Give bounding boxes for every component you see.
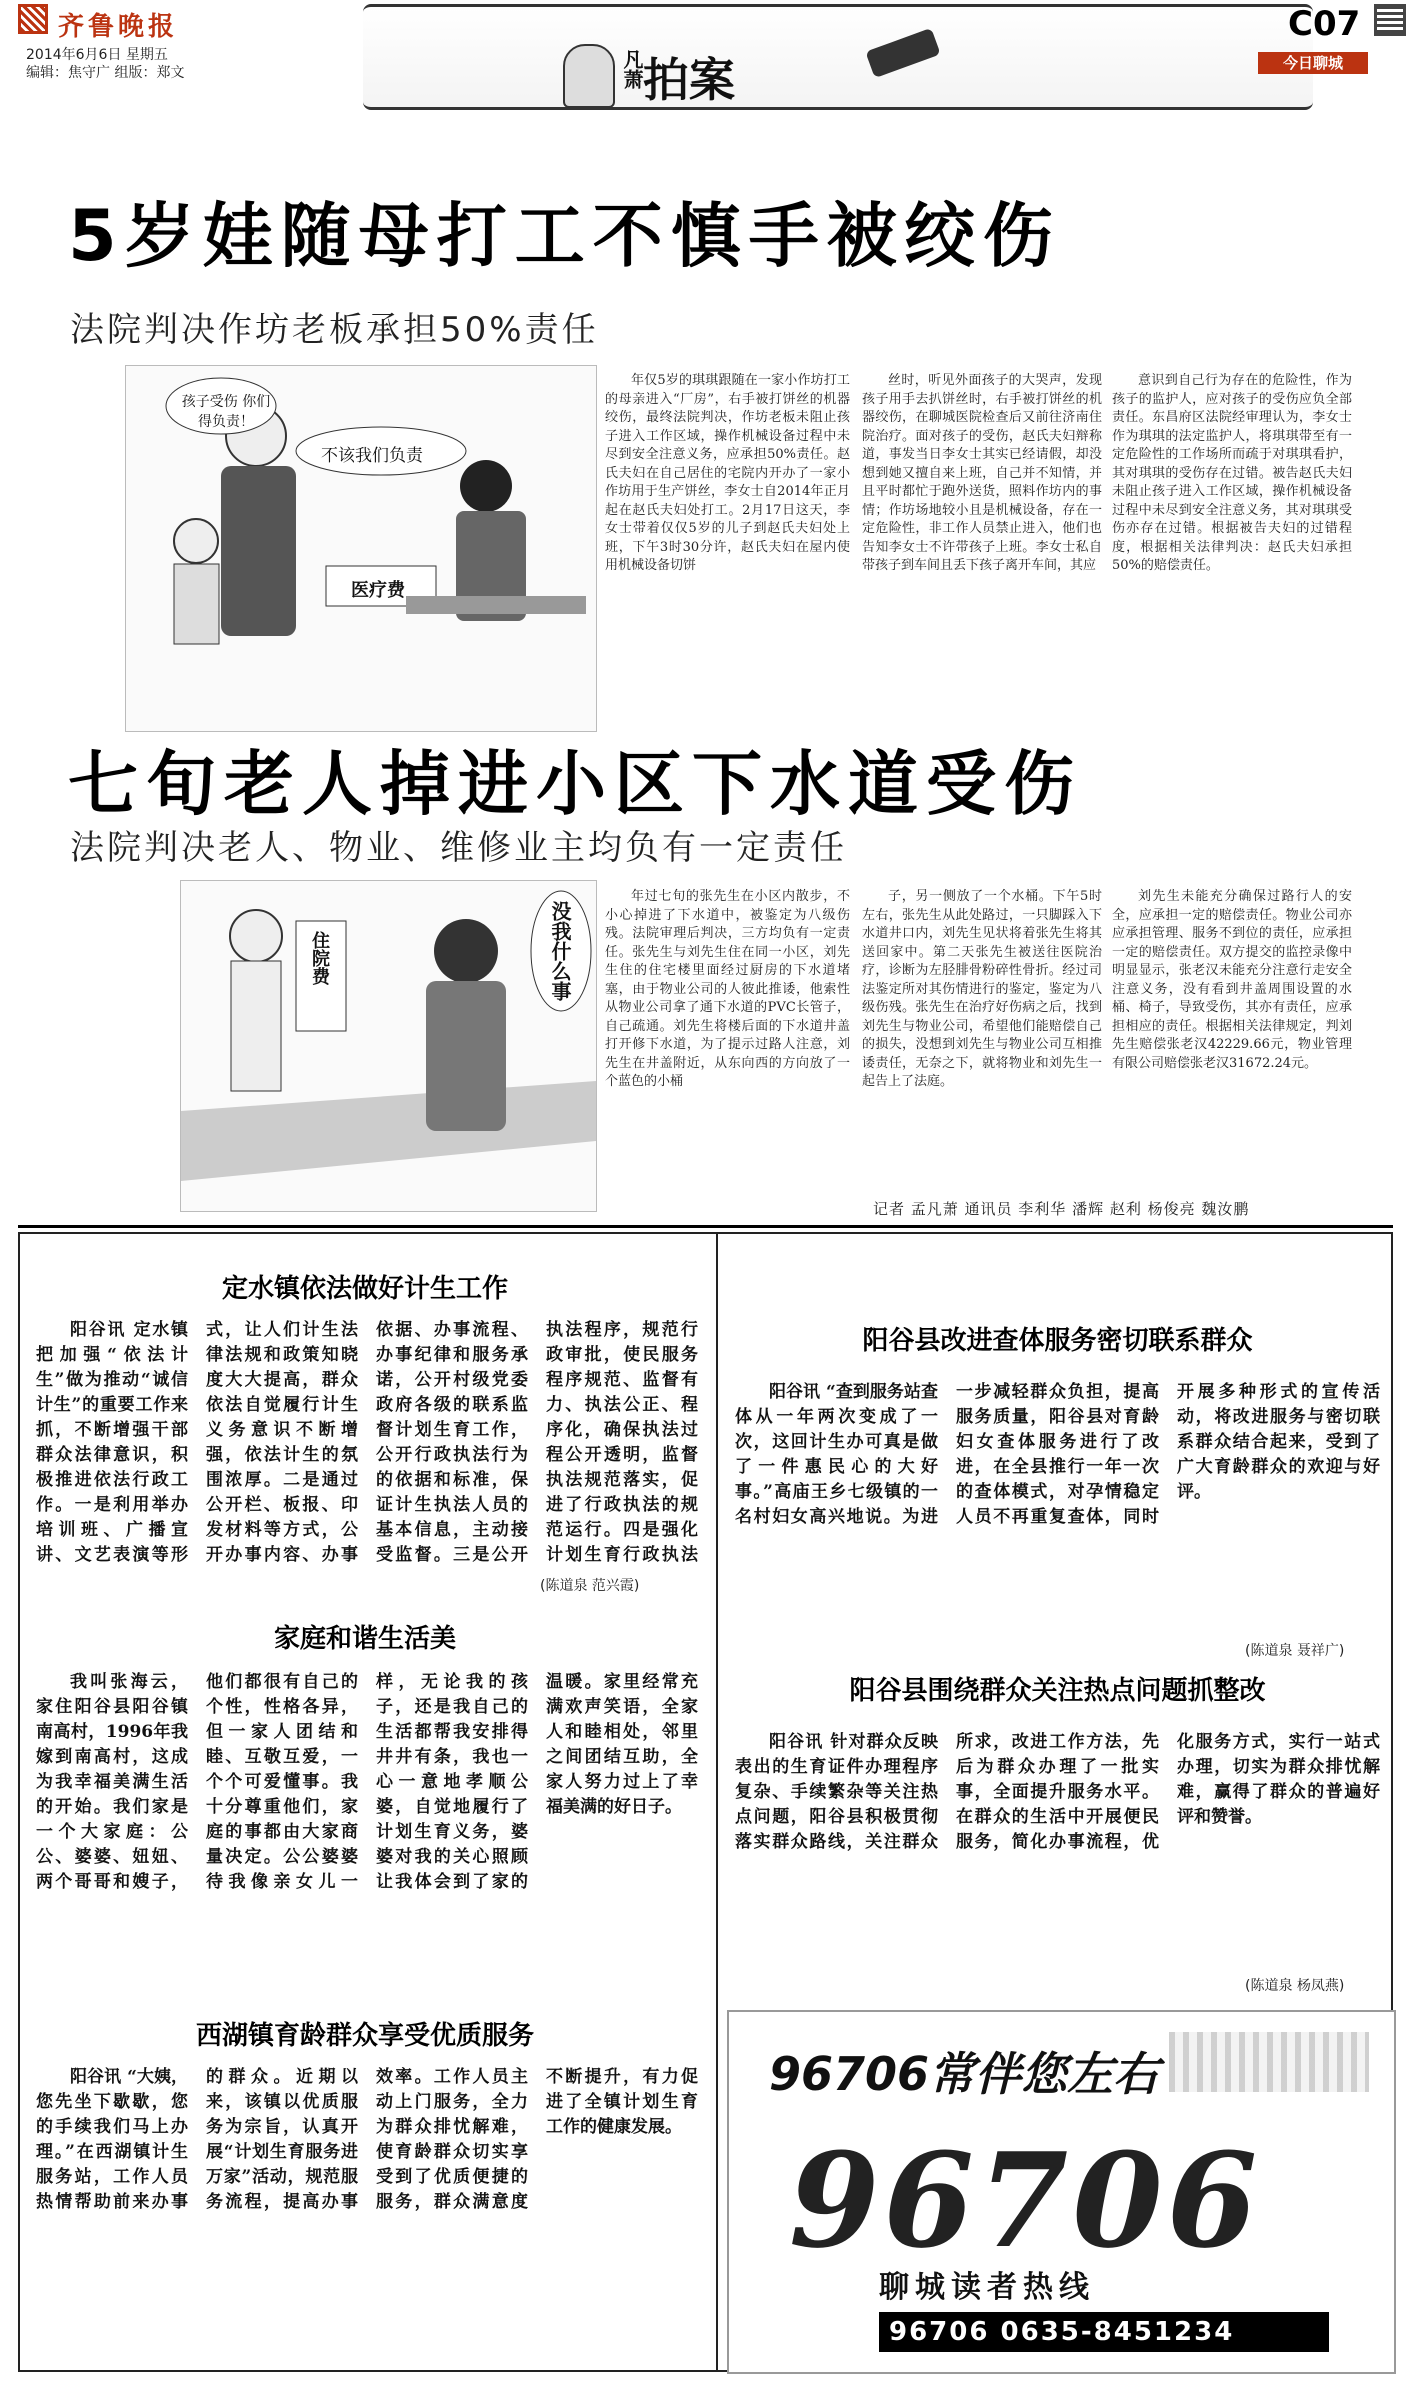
article2-col1: 年过七旬的张先生在小区内散步，不小心掉进了下水道中，被鉴定为八级伤残。法院审理后判决，三方均负有一定责任。张先生与刘先生住在同一小区，刘先生住的住宅楼里面经过厨房的下水道堵塞，由于物业公司的人彼此推诿，他索性从物业公司拿了通下水道的PVC长管子，自己疏通。刘先生将楼后面的下水道井盖打开修下水道，为了提示过路人注意，刘先生在井盖附近，从东向西的方向放了一个蓝色的小桶 — [605, 889, 850, 1089]
paper-name: 齐鲁晚报 — [58, 12, 179, 42]
ad-phone-numbers: 96706 0635-8451234 — [879, 2312, 1329, 2352]
speech-bubble-mother: 孩子受伤 你们得负责！ — [181, 394, 271, 430]
editor-line — [26, 62, 184, 82]
brief2-title: 家庭和谐生活美 — [273, 1624, 456, 1654]
brief1-byline: (陈道泉 范兴霞) — [540, 1578, 640, 1594]
page-number: C07 — [1288, 4, 1361, 44]
section-tag: 今日聊城 — [1258, 52, 1368, 74]
brief2-body: 我叫张海云，家住阳谷县阳谷镇南高村，1996年我嫁到南高村，这成为我幸福美满生活的开始。我们家是一个大家庭：公公、婆婆、妞妞、两个哥哥和嫂子，他们都很有自己的个性，性格各异，但一家人团结和睦、互敬互爱，一个个可爱懂事。我十分尊重他们，家庭的事都由大家商量决定。公公婆婆待我像亲女儿一样，无论我的孩子，还是我自己的生活都帮我安排得井井有条，我也一心一意地孝顺公婆，自觉地履行了计划生育义务，婆婆对我的关心照顾让我体会到了家的温暖。家里经常充满欢声笑语，全家人和睦相处，邻里之间团结互助，全家人努力过上了幸福美满的好日子。 — [36, 1672, 698, 1892]
ad-hotline-label: 聊城读者热线 — [879, 2270, 1095, 2305]
masthead — [18, 4, 1398, 136]
brief4-byline: (陈道泉 聂祥广) — [1245, 1643, 1345, 1659]
article1-headline: 5岁娃随母打工不慎手被绞伤 — [68, 195, 1061, 277]
article2-col2: 子，另一侧放了一个水桶。下午5时左右，张先生从此处路过，一只脚踩入下水道井口内，刘先生见状将着张先生将其送回家中。第二天张先生被送往医院治疗，诊断为左胫腓骨粉碎性骨折。经过司法鉴定所对其伤情进行的鉴定，鉴定为八级伤残。张先生在治疗好伤病之后，找到刘先生与物业公司，希望他们能赔偿自己的损失，没想到刘先生与物业公司互相推诿责任，无奈之下，就将物业和刘先生一起告上了法庭。 — [862, 889, 1102, 1089]
article1-illustration — [125, 365, 597, 732]
editor-name: 编辑：焦守广 — [26, 65, 110, 81]
column-name-b: 拍案 — [643, 53, 735, 107]
hospital-fee-sign: 住院费 — [309, 931, 330, 985]
page-box-icon — [1374, 4, 1406, 36]
medical-fee-sign: 医疗费 — [351, 580, 405, 601]
column-name-a: 凡萧 — [620, 49, 644, 89]
brief5-title: 阳谷县围绕群众关注热点问题抓整改 — [849, 1676, 1266, 1706]
brief5-body: 阳谷讯 针对群众反映表出的生育证件办理程序复杂、手续繁杂等关注热点问题，阳谷县积极贯彻落实群众路线，关注群众所求，改进工作方法，先后为群众办理了一批实事，全面提升服务水平。在群众的生活中开展便民服务，简化办事流程，优化服务方式，实行一站式办理，切实为群众排忧解难，赢得了群众的普遍好评和赞誉。 — [735, 1732, 1380, 1852]
column-banner — [363, 4, 1313, 110]
paper-logo-icon — [18, 4, 48, 34]
brief4-body: 阳谷讯 “查到服务站查体从一年两次变成了一次，这回计生办可真是做了一件惠民心的大好事。”高庙王乡七级镇的一名村妇女高兴地说。为进一步减轻群众负担，提高服务质量，阳谷县对育龄妇女查体服务进行了改进，在全县推行一年一次的查体模式，对孕情稳定人员不再重复查体，同时开展多种形式的宣传活动，将改进服务与密切联系群众结合起来，受到了广大育龄群众的欢迎与好评。 — [735, 1382, 1380, 1527]
ad-slogan: 96706常伴您左右 — [769, 2047, 1160, 2101]
article2-credit: 记者 孟凡萧 通讯员 李利华 潘辉 赵利 杨俊亮 魏汝鹏 — [873, 1200, 1250, 1218]
article2-subhead: 法院判决老人、物业、维修业主均负有一定责任 — [70, 828, 847, 868]
ad-number: 96706 — [789, 2124, 1262, 2277]
article1-subhead: 法院判决作坊老板承担50%责任 — [70, 310, 599, 350]
skyline-icon — [1169, 2032, 1369, 2092]
issue-date: 2014年6月6日 — [26, 47, 122, 63]
brief1-body: 阳谷讯 定水镇把加强“依法计生”做为推动“诚信计生”的重要工作来抓，不断增强干部群众法律意识，积极推进依法行政工作。一是利用举办培训班、广播宣讲、文艺表演等形式，让人们计生法律法规和政策知晓度大大提高，群众依法自觉履行计生义务意识不断增强，依法计生的氛围浓厚。二是通过公开栏、板报、印发材料等方式，公开办事内容、办事依据、办事流程、办事纪律和服务承诺，公开村级党委政府各级的联系监督计划生育工作，公开行政执法行为的依据和标准，保证计生执法人员的基本信息，主动接受监督。三是公开执法程序，规范行政审批，使民服务程序规范、监督有力、执法公正、程序化，确保执法过程公开透明，监督执法规范落实，促进了行政执法的规范运行。四是强化计划生育行政执法 — [36, 1320, 698, 1565]
layout-name: 组版：郑文 — [114, 65, 185, 81]
article2-headline: 七旬老人掉进小区下水道受伤 — [68, 743, 1082, 825]
brief4-title: 阳谷县改进查体服务密切联系群众 — [862, 1326, 1253, 1356]
brief3-body: 阳谷讯 “大姨，您先坐下歇歇，您的手续我们马上办理。”在西湖镇计生服务站，工作人员热情帮助前来办事的群众。近期以来，该镇以优质服务为宗旨，认真开展“计划生育服务进万家”活动，规范服务流程，提高办事效率。工作人员主动上门服务，全力为群众排忧解难，使育龄群众切实享受到了优质便捷的服务，群众满意度不断提升，有力促进了全镇计划生育工作的健康发展。 — [36, 2067, 698, 2212]
speech-bubble-neighbor: 没我什么事 — [548, 901, 572, 1001]
issue-weekday: 星期五 — [125, 47, 168, 63]
cartoon-drawing-2 — [181, 881, 596, 1211]
date-line — [26, 44, 168, 64]
briefs-column-rule — [716, 1232, 718, 2372]
brief3-title: 西湖镇育龄群众享受优质服务 — [195, 2021, 534, 2051]
article2-col3: 刘先生未能充分确保过路行人的安全，应承担一定的赔偿责任。物业公司亦应承担管理、服务不到位的责任，应承担一定的赔偿责任。双方提交的监控录像中明显显示，张老汉未能充分注意行走安全注意义务，没有看到井盖周围设置的水桶、椅子，导致受伤，其亦有责任，应承担相应的责任。根据相关法律规定，判刘先生赔偿张老汉42229.66元，物业管理有限公司赔偿张老汉31672.24元。 — [1112, 889, 1352, 1071]
article1-col1: 年仅5岁的琪琪跟随在一家小作坊打工的母亲进入“厂房”，右手被打饼丝的机器绞伤，最终法院判决，作坊老板未阻止孩子进入工作区域，操作机械设备过程中未尽到安全注意义务，应承担50%责任。赵氏夫妇在自己居住的宅院内开办了一家小作坊用于生产饼丝，李女士自2014年正月起在赵氏夫妇处打工。2月17日这天，李女士带着仅仅5岁的儿子到赵氏夫妇处上班，下午3时30分许，赵氏夫妇在屋内使用机械设备切饼 — [605, 373, 850, 573]
section-divider — [18, 1225, 1393, 1228]
article1-col3: 意识到自己行为存在的危险性，作为孩子的监护人，应对孩子的受伤应负全部责任。东昌府区法院经审理认为，李女士作为琪琪的法定监护人，将琪琪带至有一定危险性的工作场所而疏于对琪琪看护，其对琪琪的受伤存在过错。被告赵氏夫妇未阻止孩子进入工作区域，操作机械设备过程中未尽到安全注意义务，其对琪琪受伤亦存在过错。根据被告夫妇的过错程度，根据相关法律判决：赵氏夫妇承担50%的赔偿责任。 — [1112, 373, 1352, 573]
brief5-byline: (陈道泉 杨凤燕) — [1245, 1978, 1345, 1994]
hotline-ad — [727, 2010, 1396, 2374]
columnist-avatar — [563, 44, 615, 108]
speech-bubble-owner: 不该我们负责 — [321, 446, 423, 466]
article2-illustration — [180, 880, 597, 1212]
brief1-title: 定水镇依法做好计生工作 — [221, 1274, 508, 1304]
article1-col2: 丝时，听见外面孩子的大哭声，发现孩子用手去扒饼丝时，右手被打饼丝的机器绞伤，在聊城医院检查后又前往济南住院治疗。面对孩子的受伤，赵氏夫妇辩称道，事发当日李女士其实已经请假，却没想到她又擅自来上班，自己并不知情，并且平时都忙于跑外送货，照料作坊内的事情；作坊场地较小且是机械设备，存在一定危险性，非工作人员禁止进入，他们也告知李女士不许带孩子上班。李女士私自带孩子到车间且丢下孩子离开车间，其应 — [862, 373, 1102, 573]
